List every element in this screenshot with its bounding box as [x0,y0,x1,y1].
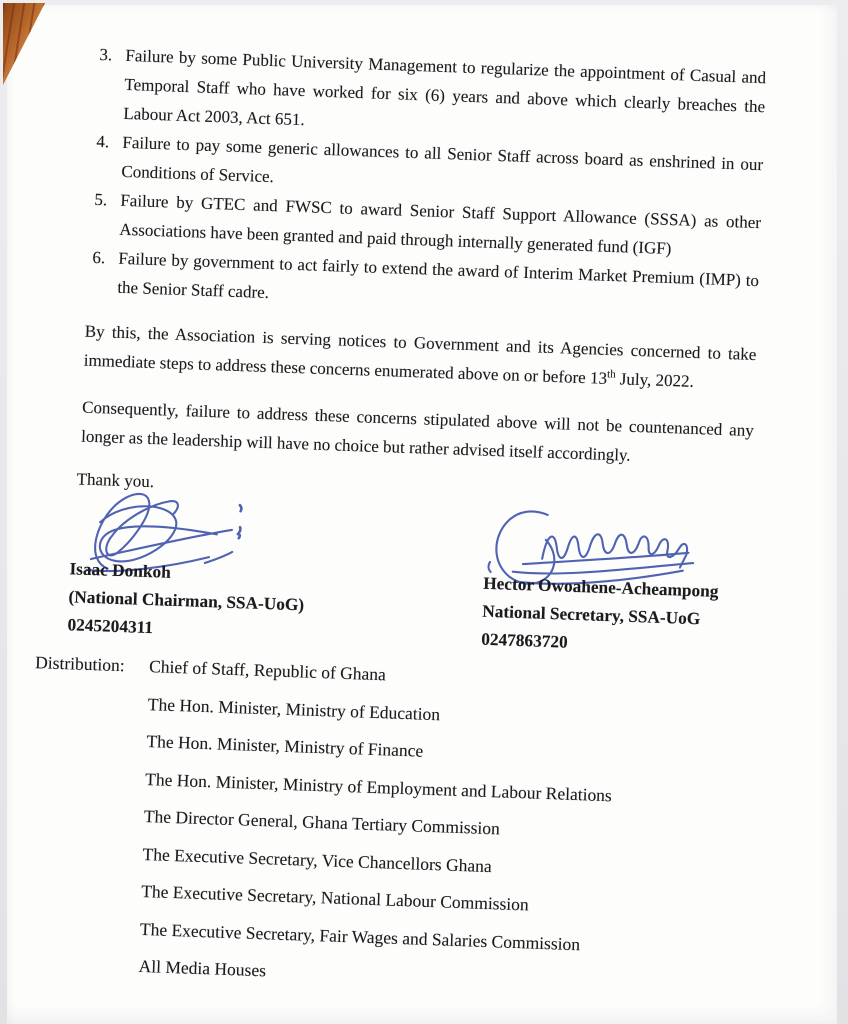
concern-text: Failure by government to act fairly to extend the award of Interim Market Premium (IMP) to the Senior Staff cadre. [117,248,760,303]
distribution-item: The Executive Secretary, Vice Chancellors Ghana [142,843,493,876]
concern-number: 3. [99,44,113,65]
distribution-label: Distribution: [34,652,125,676]
signatory-name: Hector Owoahene-Acheampong [482,573,719,601]
letter-content [34,40,767,1006]
concern-number: 4. [96,131,110,152]
signatory-phone: 0245204311 [67,615,154,638]
notice-text: By this, the Association is serving notices to Government and its Agencies concerned to take immediate steps to address these concerns enumerated above on or before 13 [83,321,757,388]
distribution-item: The Hon. Minister, Ministry of Finance [146,731,424,761]
signatory-phone: 0247863720 [480,629,569,652]
distribution-item: The Hon. Minister, Ministry of Education [147,693,441,724]
distribution-list [138,648,745,1006]
distribution-section [24,644,745,1006]
signatory-title: (National Chairman, SSA-UoG) [68,587,305,615]
concern-text: Failure by GTEC and FWSC to award Senior Staff Support Allowance (SSSA) as other Associations have been granted and paid through internally generated fund (IGF) [119,190,762,259]
signatory-right [481,570,719,662]
concern-number: 6. [92,247,106,268]
concern-text: Failure to pay some generic allowances to all Senior Staff across board as enshrined in our Conditions of Service. [121,132,764,187]
date-ordinal: th [606,368,616,381]
distribution-item: The Director General, Ghana Tertiary Commission [143,806,501,839]
concerns-list [91,40,767,324]
signatory-left [67,555,306,647]
notice-paragraph [83,317,757,398]
distribution-item: The Hon. Minister, Ministry of Employment and Labour Relations [144,768,613,805]
signatory-name: Isaac Donkoh [69,559,172,582]
concern-number: 5. [94,189,108,210]
distribution-item: All Media Houses [138,955,267,981]
closing-text: Thank you. [76,469,155,492]
consequence-paragraph: Consequently, failure to address these concerns stipulated above will not be countenanced any longer as the leadership will have no choice but rather advised itself accordingly. [80,397,755,465]
concern-text: Failure by some Public University Management to regularize the appointment of Casual and Temporal Staff who have worked for six (6) years and above which clearly breaches the Labour Act 2003, Act 651. [123,45,767,130]
distribution-item: The Executive Secretary, National Labour Commission [140,880,530,915]
notice-date-tail: July, 2022. [615,369,695,391]
signatory-title: National Secretary, SSA-UoG [481,601,701,629]
distribution-item: The Executive Secretary, Fair Wages and Salaries Commission [139,918,581,954]
distribution-item: Chief of Staff, Republic of Ghana [148,656,387,685]
